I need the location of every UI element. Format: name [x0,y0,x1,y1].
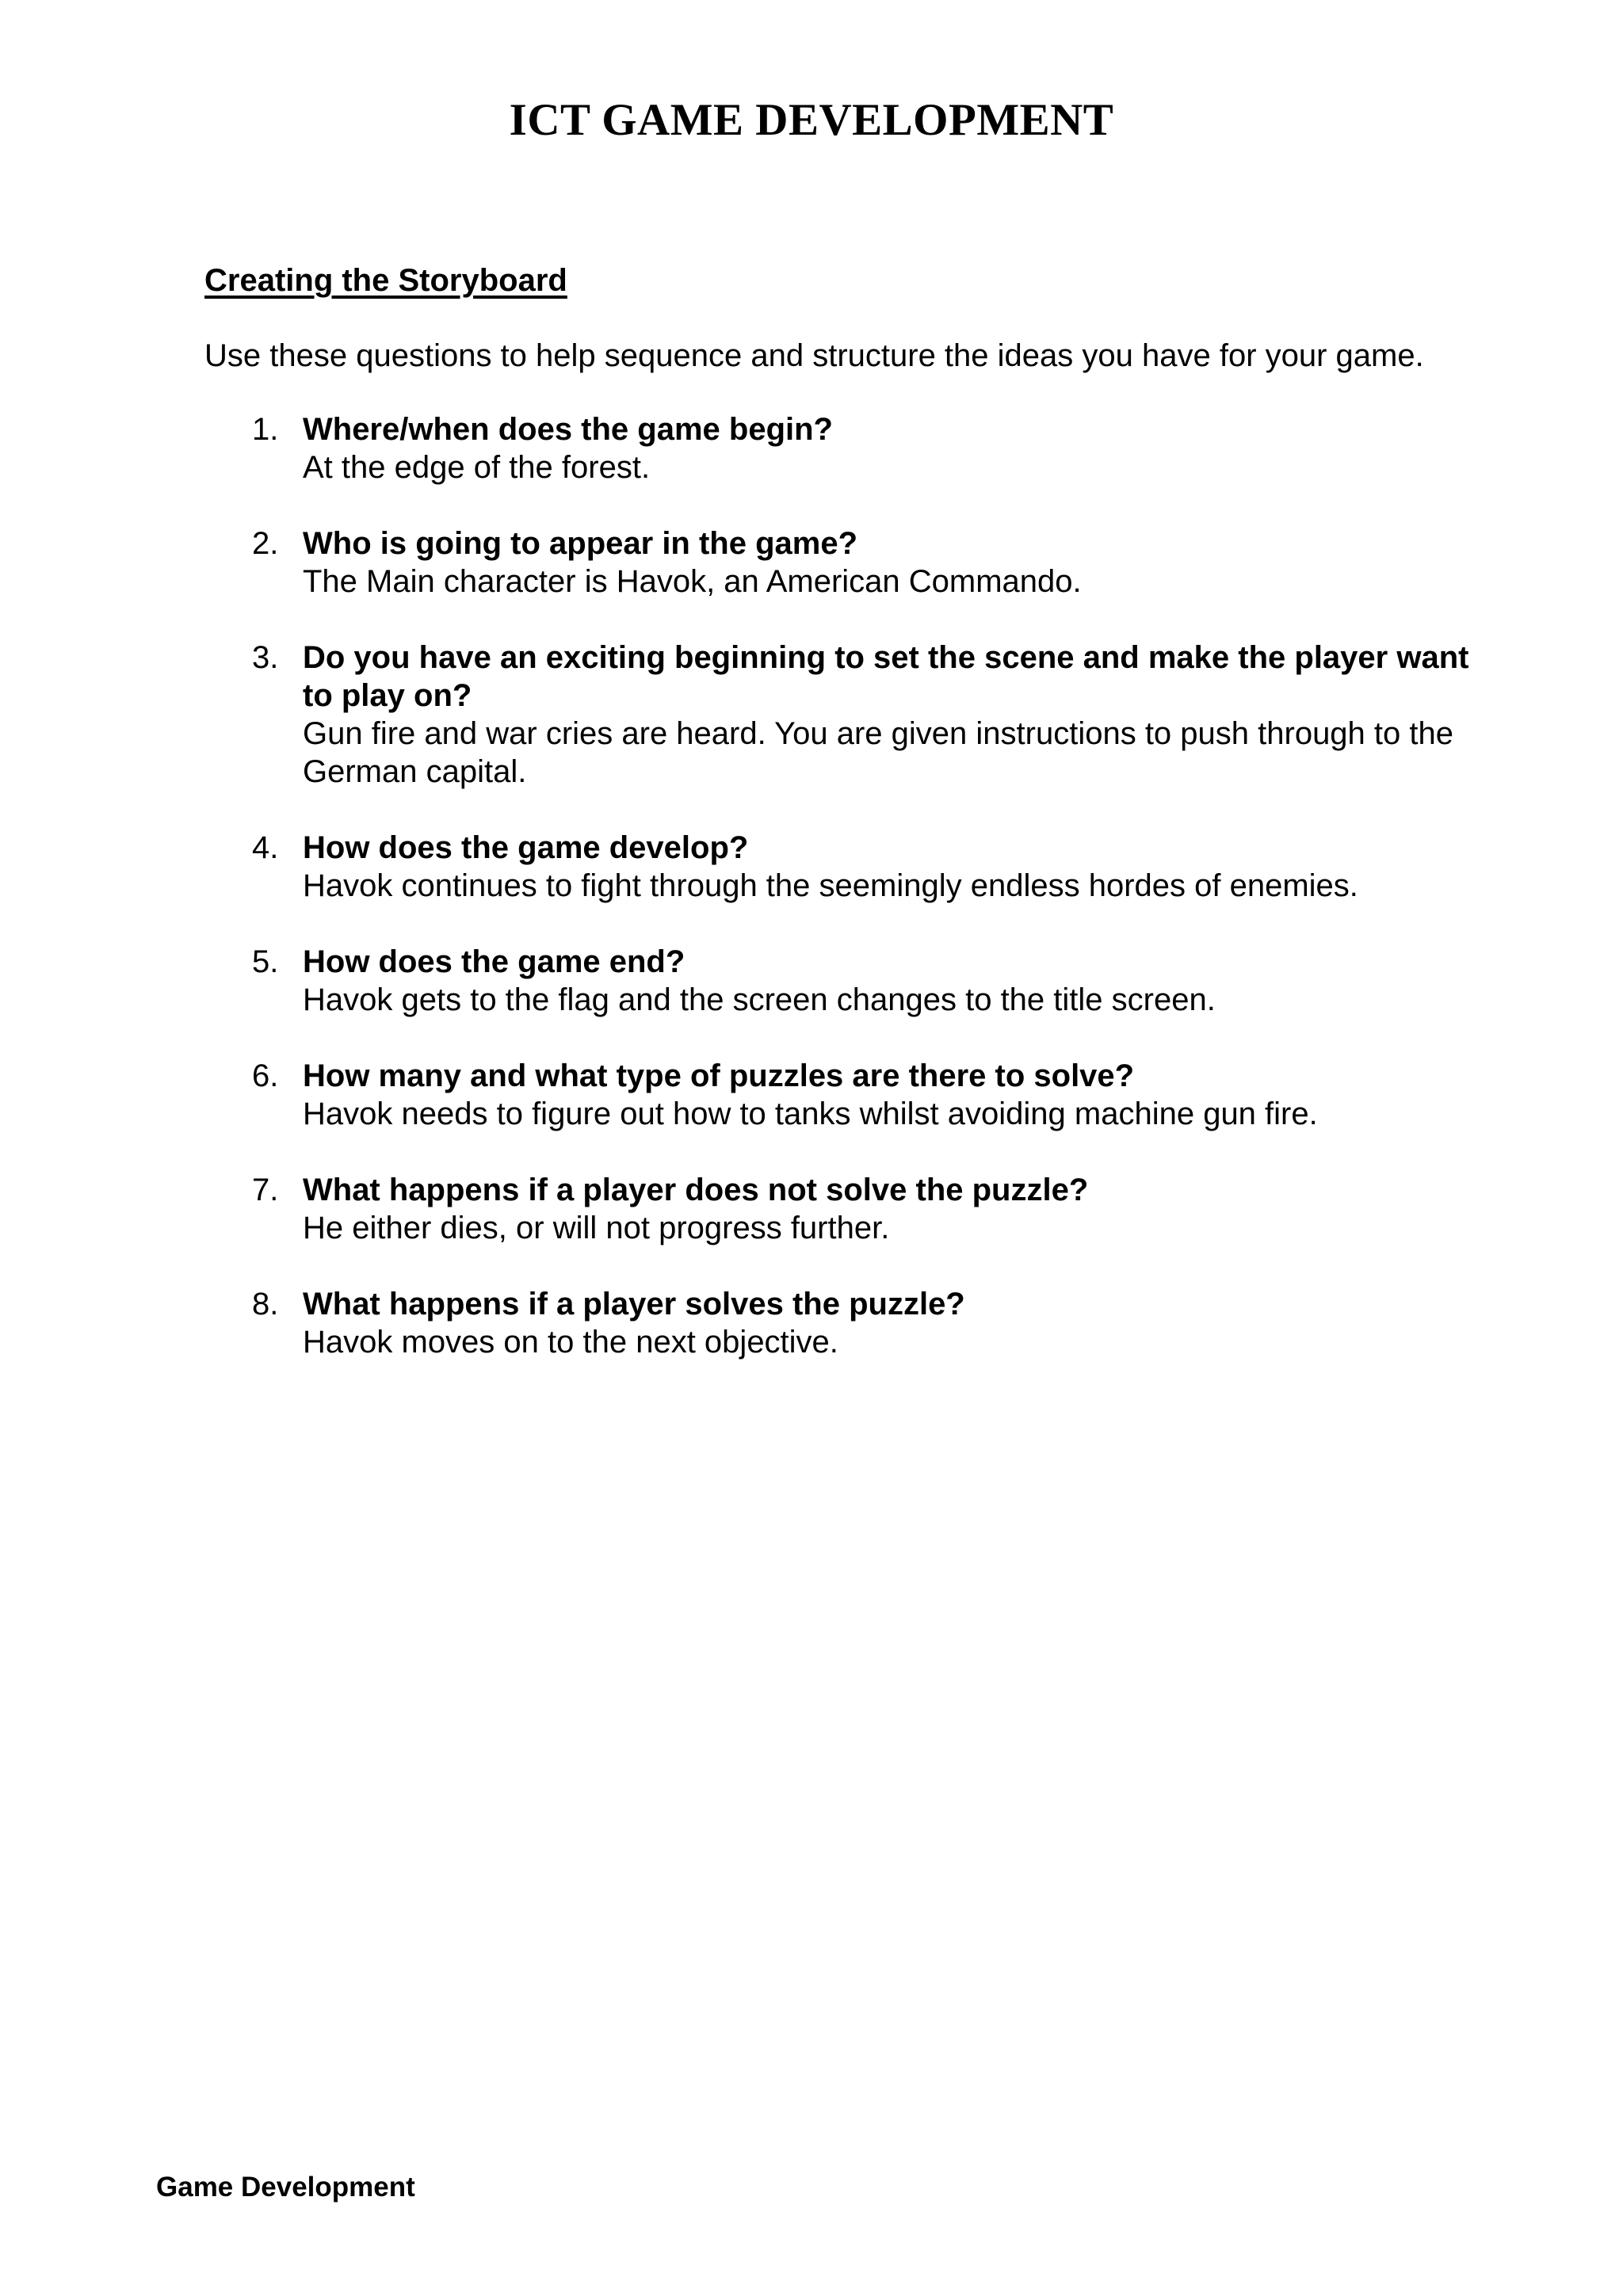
question-number: 2. [252,526,279,561]
question-number: 5. [252,944,279,979]
question-text: How does the game develop? [303,830,749,865]
question-item [204,524,1488,601]
answer-text: Havok needs to figure out how to tanks whilst avoiding machine gun fire. [303,1097,1318,1131]
question-item [204,1057,1488,1133]
answer-text: Havok continues to fight through the seemingly endless hordes of enemies. [303,868,1358,903]
question-number: 3. [252,640,279,675]
question-number: 8. [252,1287,279,1322]
question-item [204,1285,1488,1361]
intro-paragraph: Use these questions to help sequence and structure the ideas you have for your game. [204,338,1424,373]
question-text: Where/when does the game begin? [303,412,833,447]
question-text: What happens if a player solves the puzzle? [303,1287,965,1322]
page-title: ICT GAME DEVELOPMENT [509,95,1114,145]
answer-text: Havok gets to the flag and the screen changes to the title screen. [303,982,1216,1017]
question-item [204,943,1488,1019]
question-number: 6. [252,1058,279,1093]
page-footer: Game Development [156,2172,415,2203]
question-number: 4. [252,830,279,865]
question-text: What happens if a player does not solve the puzzle? [303,1173,1089,1207]
answer-text: At the edge of the forest. [303,450,651,485]
question-text: How many and what type of puzzles are there to solve? [303,1058,1135,1093]
answer-text: Gun fire and war cries are heard. You are given instructions to push through to the German capital. [303,716,1453,789]
question-text: How does the game end? [303,944,685,979]
question-item [204,639,1488,791]
section-heading: Creating the Storyboard [204,263,567,298]
question-item [204,410,1488,486]
question-item [204,1171,1488,1247]
question-text: Do you have an exciting beginning to set the scene and make the player want to play on? [303,640,1469,713]
question-item [204,829,1488,905]
question-number: 1. [252,412,279,447]
answer-text: He either dies, or will not progress further. [303,1211,890,1245]
question-number: 7. [252,1173,279,1207]
answer-text: Havok moves on to the next objective. [303,1325,838,1360]
answer-text: The Main character is Havok, an American Commando. [303,564,1082,599]
question-text: Who is going to appear in the game? [303,526,858,561]
question-list [204,410,1488,1399]
